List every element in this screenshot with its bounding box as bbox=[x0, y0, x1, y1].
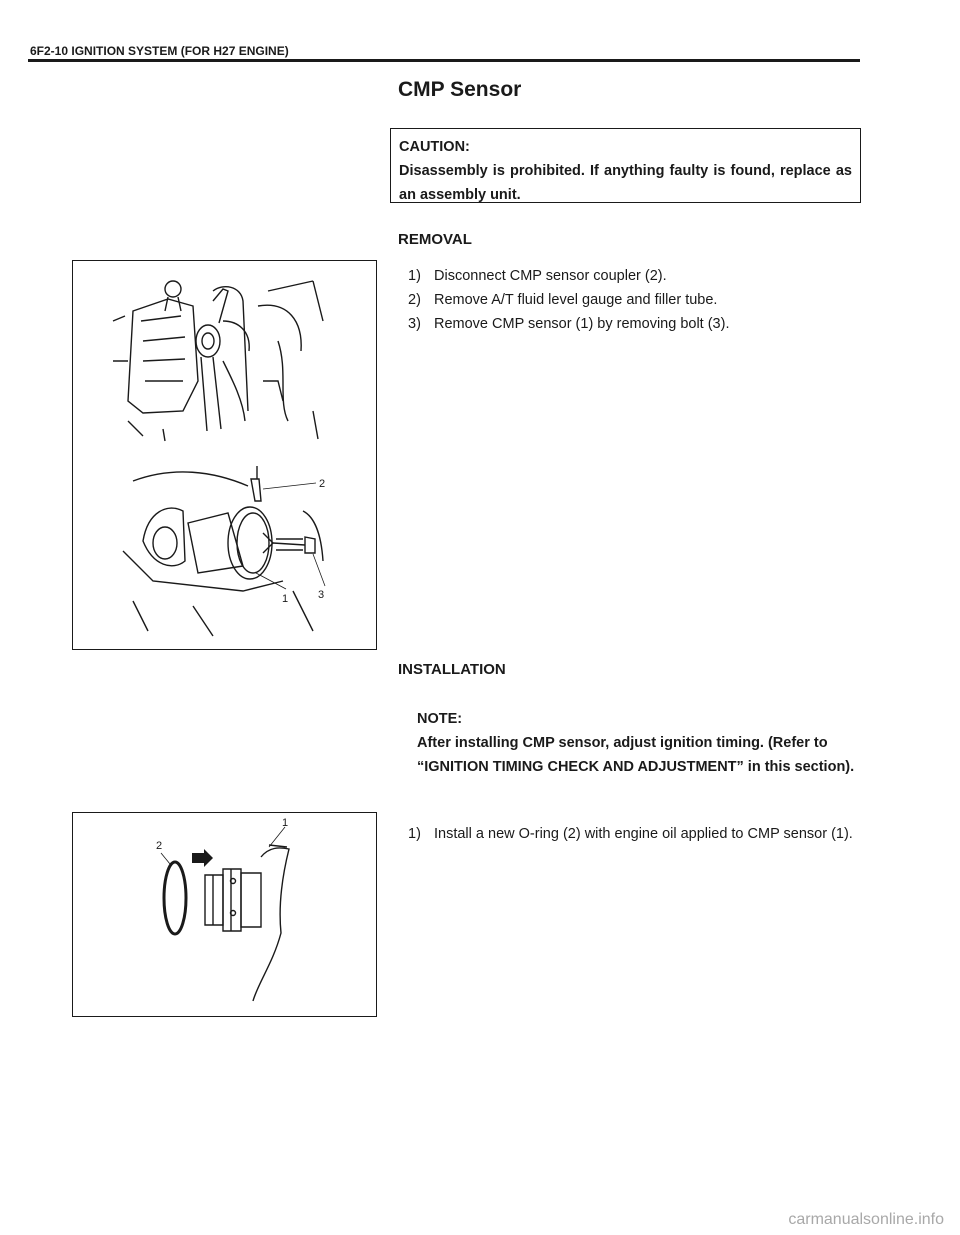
callout-1: 1 bbox=[282, 593, 289, 605]
note-label: NOTE: bbox=[417, 711, 463, 727]
o-ring-illustration bbox=[73, 813, 376, 1016]
installation-figure bbox=[72, 812, 377, 1017]
caution-text: Disassembly is prohibited. If anything faulty is found, replace as an assembly unit. bbox=[399, 163, 852, 203]
note-block bbox=[417, 707, 857, 779]
engine-illustration bbox=[73, 261, 376, 649]
page-title: CMP Sensor bbox=[398, 78, 522, 101]
caution-box bbox=[390, 128, 861, 203]
removal-steps bbox=[408, 264, 858, 336]
watermark: carmanualsonline.info bbox=[788, 1211, 944, 1228]
removal-figure bbox=[72, 260, 377, 650]
o-ring bbox=[164, 862, 186, 934]
list-item: 3) Remove CMP sensor (1) by removing bolt (3). bbox=[408, 316, 730, 332]
filler-tube-view bbox=[113, 281, 323, 441]
callout-2: 2 bbox=[319, 478, 326, 490]
list-item: 1) Disconnect CMP sensor coupler (2). bbox=[408, 268, 667, 284]
list-item: 1) Install a new O-ring (2) with engine oil applied to CMP sensor (1). bbox=[408, 826, 853, 842]
callout-1: 1 bbox=[282, 817, 289, 829]
page-header: 6F2-10 IGNITION SYSTEM (FOR H27 ENGINE) bbox=[30, 44, 289, 58]
installation-heading: INSTALLATION bbox=[398, 661, 506, 678]
callout-2: 2 bbox=[156, 840, 163, 852]
installation-steps bbox=[408, 822, 858, 846]
list-item: 2) Remove A/T fluid level gauge and filler tube. bbox=[408, 292, 718, 308]
direction-arrow bbox=[192, 849, 213, 867]
cmp-sensor-view bbox=[123, 466, 325, 636]
caution-label: CAUTION: bbox=[399, 139, 470, 155]
callout-3: 3 bbox=[318, 589, 325, 601]
note-text: After installing CMP sensor, adjust ignition timing. (Refer to “IGNITION TIMING CHECK AND ADJUSTMENT” in this section). bbox=[417, 735, 855, 775]
removal-heading: REMOVAL bbox=[398, 231, 472, 248]
header-rule bbox=[28, 59, 860, 62]
